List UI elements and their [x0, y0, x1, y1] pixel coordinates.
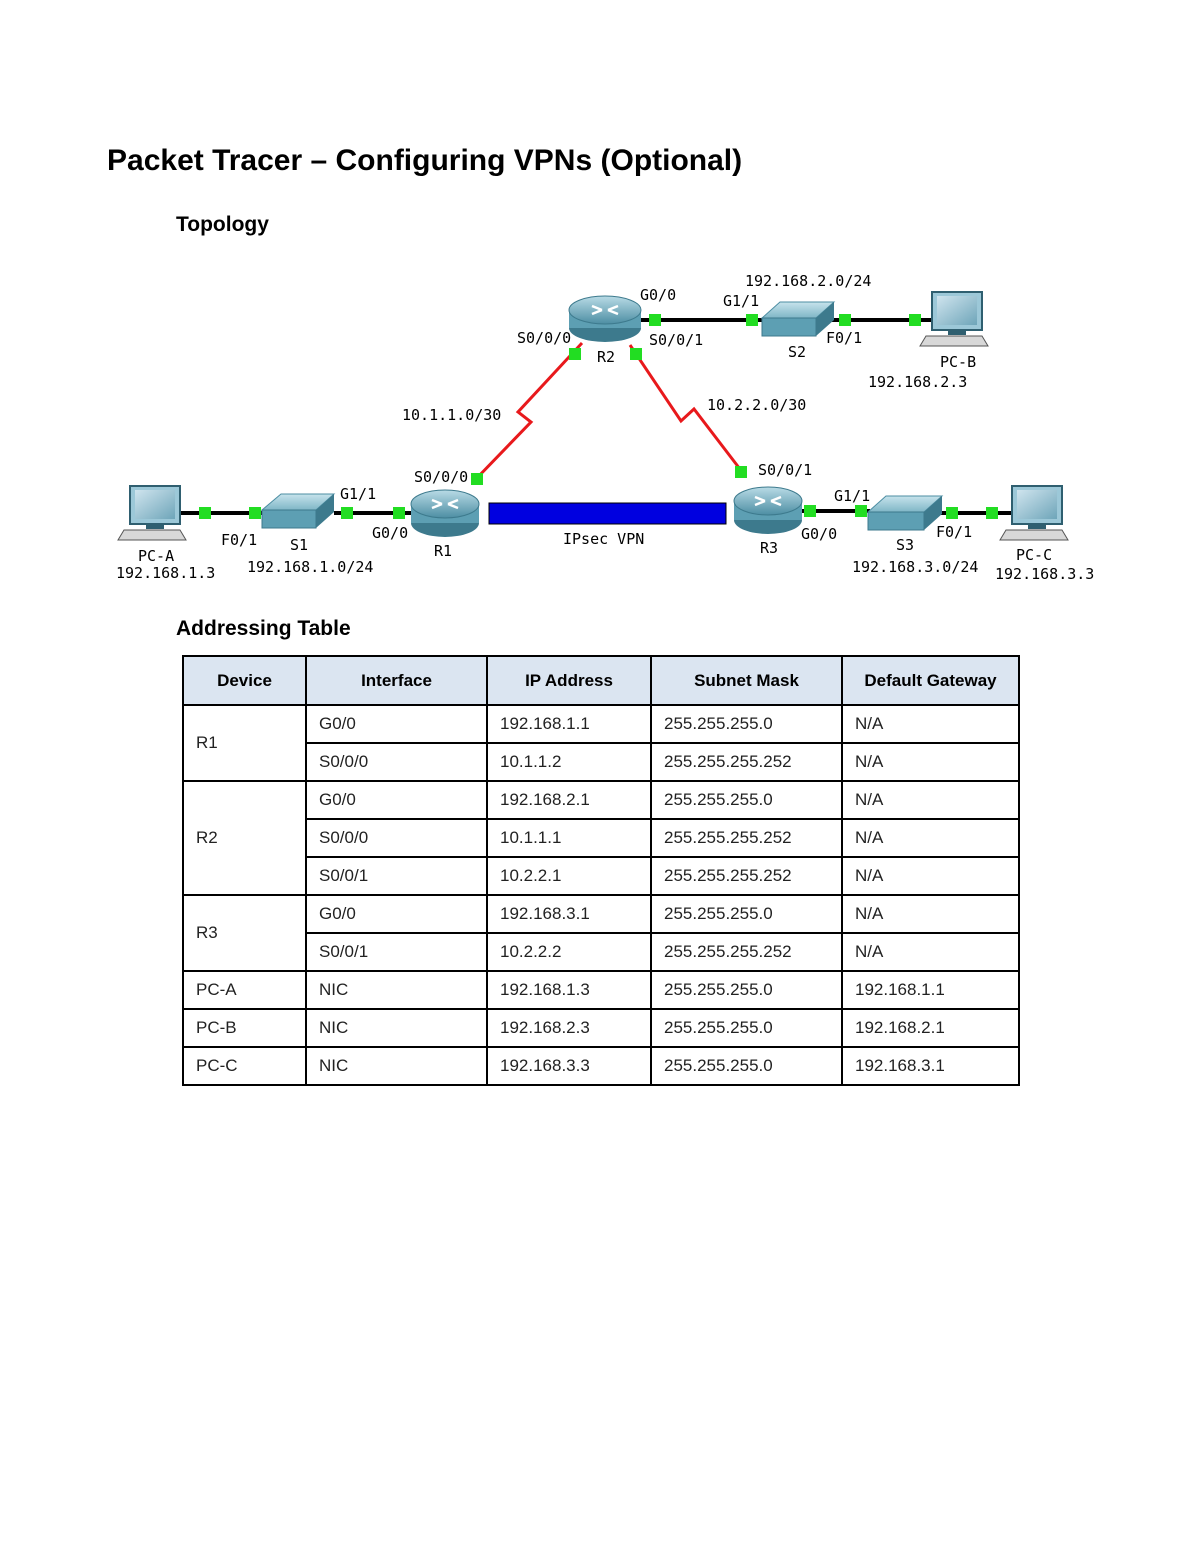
device-cell: PC-A — [183, 971, 306, 1009]
router-icon[interactable] — [734, 487, 802, 534]
device-cell: R2 — [183, 781, 306, 895]
gateway-cell: N/A — [842, 705, 1019, 743]
interface-cell: G0/0 — [306, 705, 487, 743]
interface-cell: S0/0/0 — [306, 743, 487, 781]
device-label-pcc: PC-C — [1016, 546, 1053, 564]
device-label-s1: S1 — [290, 536, 309, 554]
ip-cell: 192.168.1.1 — [487, 705, 651, 743]
network-label: 10.2.2.0/30 — [707, 396, 807, 414]
interface-cell: NIC — [306, 1047, 487, 1085]
mask-cell: 255.255.255.252 — [651, 819, 842, 857]
ip-cell: 192.168.1.3 — [487, 971, 651, 1009]
mask-cell: 255.255.255.0 — [651, 705, 842, 743]
interface-cell: NIC — [306, 1009, 487, 1047]
table-row — [183, 781, 1019, 819]
device-cell: R1 — [183, 705, 306, 781]
table-row — [183, 1047, 1019, 1085]
column-header: Interface — [306, 656, 487, 705]
interface-label: G1/1 — [834, 487, 871, 505]
ip-cell: 10.1.1.1 — [487, 819, 651, 857]
host-ip-label: 192.168.3.3 — [995, 565, 1095, 583]
interface-label: G1/1 — [723, 292, 760, 310]
gateway-cell: N/A — [842, 743, 1019, 781]
column-header: Subnet Mask — [651, 656, 842, 705]
table-row — [183, 933, 1019, 971]
table-header-row — [183, 656, 1019, 705]
gateway-cell: N/A — [842, 895, 1019, 933]
mask-cell: 255.255.255.0 — [651, 1047, 842, 1085]
column-header: IP Address — [487, 656, 651, 705]
mask-cell: 255.255.255.252 — [651, 857, 842, 895]
gateway-cell: N/A — [842, 819, 1019, 857]
device-cell: PC-C — [183, 1047, 306, 1085]
network-label: 192.168.3.0/24 — [852, 558, 979, 576]
interface-label: F0/1 — [936, 523, 973, 541]
gateway-cell: N/A — [842, 857, 1019, 895]
topology-heading: Topology — [176, 213, 269, 236]
table-row — [183, 971, 1019, 1009]
device-label-r3: R3 — [760, 539, 779, 557]
device-label-s2: S2 — [788, 343, 807, 361]
gateway-cell: N/A — [842, 933, 1019, 971]
device-label-pcb: PC-B — [940, 353, 977, 371]
vpn-label: IPsec VPN — [563, 530, 645, 548]
switch-icon[interactable] — [262, 494, 334, 528]
ip-cell: 192.168.3.3 — [487, 1047, 651, 1085]
table-row — [183, 895, 1019, 933]
column-header: Default Gateway — [842, 656, 1019, 705]
table-heading: Addressing Table — [176, 617, 351, 640]
router-icon[interactable] — [569, 296, 641, 342]
table-row — [183, 819, 1019, 857]
pc-icon[interactable] — [118, 486, 186, 540]
network-label: 192.168.1.0/24 — [247, 558, 374, 576]
interface-cell: G0/0 — [306, 895, 487, 933]
ip-cell: 10.2.2.2 — [487, 933, 651, 971]
interface-cell: G0/0 — [306, 781, 487, 819]
ip-cell: 10.1.1.2 — [487, 743, 651, 781]
topology-diagram — [0, 0, 1200, 600]
interface-label: S0/0/1 — [649, 331, 704, 349]
mask-cell: 255.255.255.0 — [651, 971, 842, 1009]
interface-label: S0/0/0 — [517, 329, 572, 347]
mask-cell: 255.255.255.252 — [651, 933, 842, 971]
interface-cell: NIC — [306, 971, 487, 1009]
mask-cell: 255.255.255.0 — [651, 1009, 842, 1047]
interface-label: G0/0 — [372, 524, 409, 542]
gateway-cell: 192.168.1.1 — [842, 971, 1019, 1009]
interface-label: G0/0 — [640, 286, 677, 304]
ip-cell: 192.168.2.3 — [487, 1009, 651, 1047]
ip-cell: 192.168.3.1 — [487, 895, 651, 933]
switch-icon[interactable] — [868, 496, 942, 530]
ip-cell: 10.2.2.1 — [487, 857, 651, 895]
interface-cell: S0/0/1 — [306, 933, 487, 971]
mask-cell: 255.255.255.252 — [651, 743, 842, 781]
interface-label: S0/0/0 — [414, 468, 469, 486]
device-label-s3: S3 — [896, 536, 915, 554]
network-label: 10.1.1.0/30 — [402, 406, 502, 424]
host-ip-label: 192.168.2.3 — [868, 373, 968, 391]
network-label: 192.168.2.0/24 — [745, 272, 872, 290]
device-label-pca: PC-A — [138, 547, 175, 565]
table-row — [183, 1009, 1019, 1047]
gateway-cell: 192.168.3.1 — [842, 1047, 1019, 1085]
device-cell: R3 — [183, 895, 306, 971]
table-row — [183, 705, 1019, 743]
interface-label: F0/1 — [221, 531, 258, 549]
device-label-r1: R1 — [434, 542, 453, 560]
addressing-table — [182, 655, 1020, 1086]
ethernet-links — [180, 320, 1012, 513]
interface-label: S0/0/1 — [758, 461, 813, 479]
switch-icon[interactable] — [762, 302, 834, 336]
device-cell: PC-B — [183, 1009, 306, 1047]
ipsec-vpn-tunnel — [489, 503, 726, 524]
gateway-cell: 192.168.2.1 — [842, 1009, 1019, 1047]
table-row — [183, 743, 1019, 781]
host-ip-label: 192.168.1.3 — [116, 564, 216, 582]
mask-cell: 255.255.255.0 — [651, 895, 842, 933]
device-label-r2: R2 — [597, 348, 616, 366]
router-icon[interactable] — [411, 490, 479, 537]
column-header: Device — [183, 656, 306, 705]
mask-cell: 255.255.255.0 — [651, 781, 842, 819]
interface-cell: S0/0/0 — [306, 819, 487, 857]
interface-label: G0/0 — [801, 525, 838, 543]
gateway-cell: N/A — [842, 781, 1019, 819]
interface-label: F0/1 — [826, 329, 863, 347]
ip-cell: 192.168.2.1 — [487, 781, 651, 819]
interface-cell: S0/0/1 — [306, 857, 487, 895]
interface-label: G1/1 — [340, 485, 377, 503]
page-title: Packet Tracer – Configuring VPNs (Optional) — [107, 144, 743, 177]
link-up-indicators — [199, 314, 998, 519]
table-row — [183, 857, 1019, 895]
